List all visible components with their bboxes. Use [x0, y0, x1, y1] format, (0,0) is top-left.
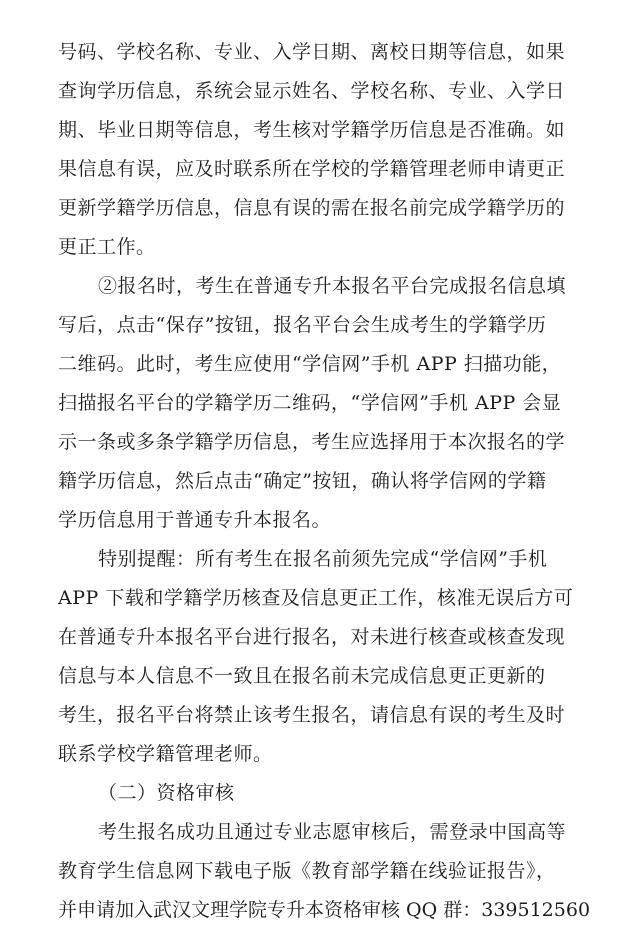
section-heading: （二）资格审核: [98, 782, 235, 804]
text-line: 考生报名成功且通过专业志愿审核后，需登录中国高等: [98, 821, 567, 843]
text-line: APP 下载和学籍学历核查及信息更正工作，核准无误后方可: [58, 587, 574, 609]
text-line: 考生，报名平台将禁止该考生报名，请信息有误的考生及时: [58, 704, 566, 726]
text-line: 更正工作。: [58, 236, 156, 258]
text-line: 在普通专升本报名平台进行报名，对未进行核查或核查发现: [58, 626, 566, 648]
text-line: 写后，点击“保存”按钮，报名平台会生成考生的学籍学历: [58, 314, 547, 336]
text-line: 查询学历信息，系统会显示姓名、学校名称、专业、入学日: [58, 80, 566, 102]
text-line: 籍学历信息，然后点击“确定”按钮，确认将学信网的学籍: [58, 470, 547, 492]
text-line: 更新学籍学历信息，信息有误的需在报名前完成学籍学历的: [58, 197, 566, 219]
text-line: 并申请加入武汉文理学院专升本资格审核 QQ 群：339512560: [58, 899, 591, 921]
text-line: 扫描报名平台的学籍学历二维码，“学信网”手机 APP 会显: [58, 392, 562, 414]
text-line: 号码、学校名称、专业、入学日期、离校日期等信息，如果: [58, 41, 566, 63]
text-line: 示一条或多条学籍学历信息，考生应选择用于本次报名的学: [58, 431, 566, 453]
text-line: ②报名时，考生在普通专升本报名平台完成报名信息填: [98, 275, 567, 297]
text-line: 二维码。此时，考生应使用“学信网”手机 APP 扫描功能，: [58, 353, 562, 375]
text-line: 学历信息用于普通专升本报名。: [58, 509, 332, 531]
text-line: 果信息有误，应及时联系所在学校的学籍管理老师申请更正: [58, 158, 566, 180]
text-line: 教育学生信息网下载电子版《教育部学籍在线验证报告》，: [58, 860, 556, 882]
text-line: 期、毕业日期等信息，考生核对学籍学历信息是否准确。如: [58, 119, 566, 141]
text-line: 信息与本人信息不一致且在报名前未完成信息更正更新的: [58, 665, 546, 687]
text-line: 特别提醒：所有考生在报名前须先完成“学信网”手机: [98, 548, 548, 570]
text-line: 联系学校学籍管理老师。: [58, 743, 273, 765]
